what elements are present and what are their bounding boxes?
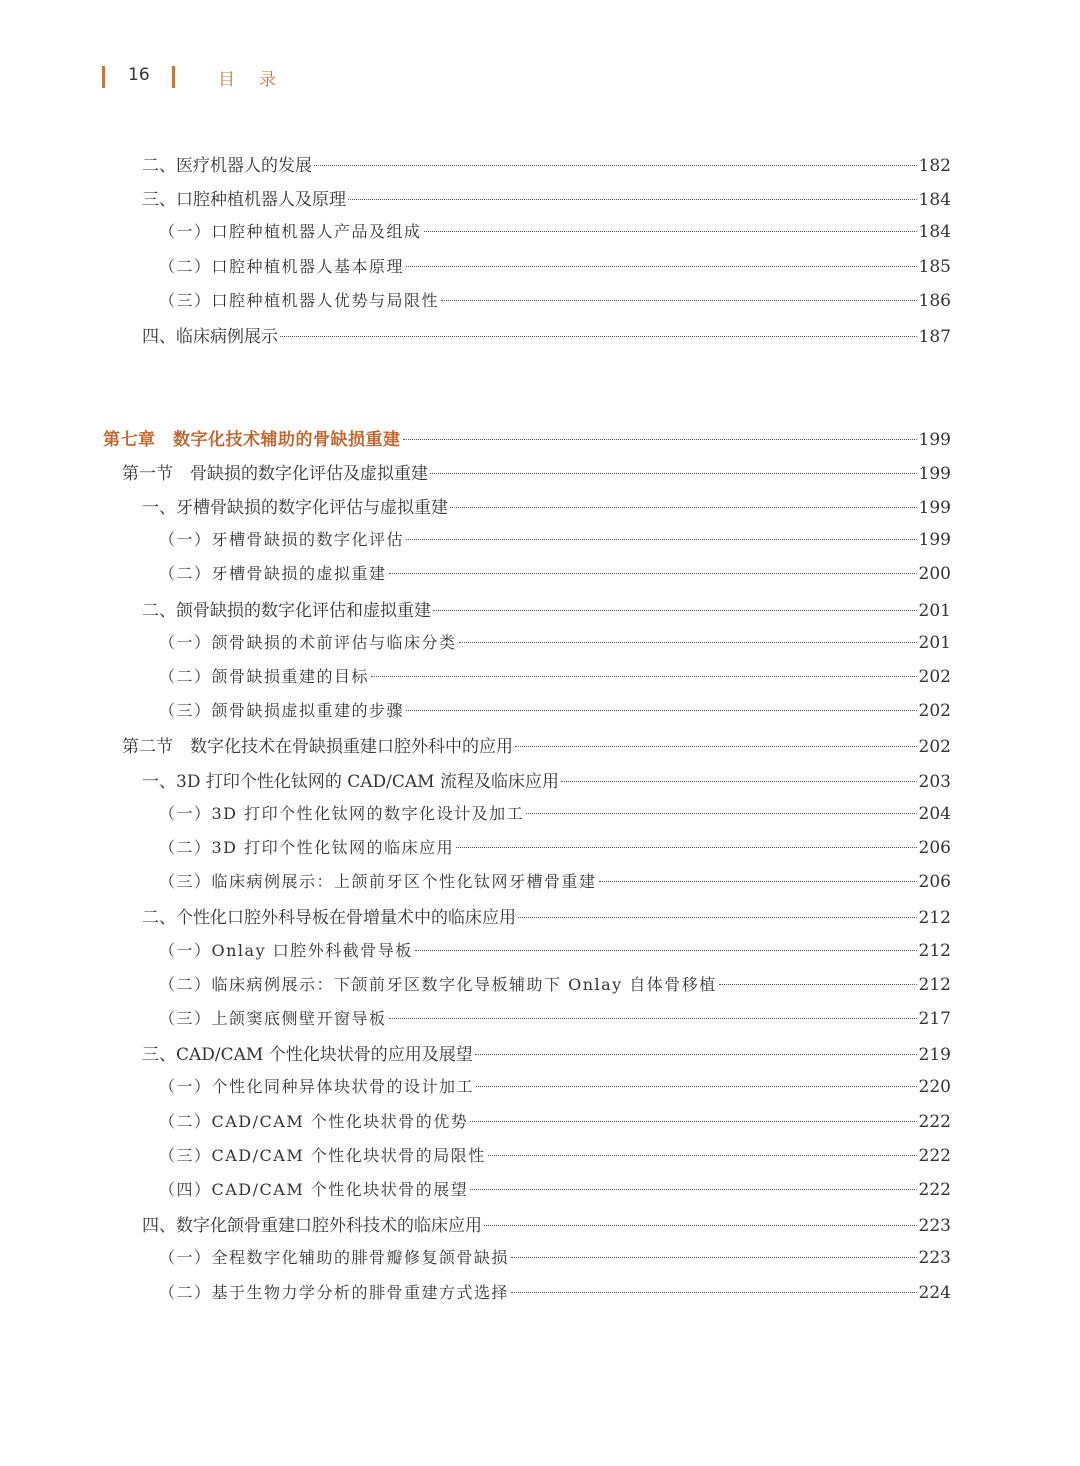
toc-page-number: 222 <box>918 1146 951 1166</box>
toc-item-entry[interactable] <box>159 835 951 861</box>
dot-leader <box>441 300 917 301</box>
dot-leader <box>511 1257 917 1258</box>
header-bar-right <box>172 66 175 88</box>
toc-item-entry[interactable] <box>159 219 951 245</box>
toc-entry-title: 二、医疗机器人的发展 <box>142 156 312 176</box>
toc-page-number: 204 <box>918 804 951 824</box>
toc-entry-title: 三、口腔种植机器人及原理 <box>142 190 346 210</box>
dot-leader <box>476 1086 917 1087</box>
dot-leader <box>484 1225 917 1226</box>
toc-page-number: 202 <box>918 701 951 721</box>
running-header <box>102 62 502 92</box>
toc-entry-title: 一、3D 打印个性化钛网的 CAD/CAM 流程及临床应用 <box>142 772 559 792</box>
toc-entry-title: （一）个性化同种异体块状骨的设计加工 <box>159 1077 475 1096</box>
toc-page-number: 200 <box>918 564 951 584</box>
toc-item-entry[interactable] <box>159 938 951 964</box>
toc-page-number: 212 <box>918 941 951 961</box>
toc-page-number: 223 <box>918 1216 951 1236</box>
toc-item-entry[interactable] <box>159 972 951 998</box>
dot-leader <box>511 1292 917 1293</box>
dot-leader <box>314 165 917 166</box>
toc-item-entry[interactable] <box>159 869 951 895</box>
dot-leader <box>515 746 917 747</box>
toc-entry-title: （三）临床病例展示：上颌前牙区个性化钛网牙槽骨重建 <box>159 872 597 891</box>
header-bar-left <box>102 66 105 88</box>
toc-section-entry[interactable] <box>122 732 951 758</box>
toc-entry-title: 四、临床病例展示 <box>142 327 278 347</box>
toc-page-number: 222 <box>918 1180 951 1200</box>
dot-leader <box>459 642 917 643</box>
toc-entry-title: （三）上颌窦底侧壁开窗导板 <box>159 1009 387 1028</box>
toc-entry-title: （二）临床病例展示：下颌前牙区数字化导板辅助下 Onlay 自体骨移植 <box>159 975 717 994</box>
toc-item-entry[interactable] <box>159 254 951 280</box>
toc-entry-title: （二）颌骨缺损重建的目标 <box>159 667 370 686</box>
toc-section-entry[interactable] <box>122 459 951 485</box>
toc-entry-title: （二）口腔种植机器人基本原理 <box>159 257 405 276</box>
dot-leader <box>389 573 917 574</box>
toc-entry-title: （一）全程数字化辅助的腓骨瓣修复颌骨缺损 <box>159 1248 510 1267</box>
dot-leader <box>406 539 917 540</box>
toc-item-entry[interactable] <box>159 1280 951 1306</box>
toc-page-number: 187 <box>918 327 951 347</box>
toc-entry-title: （二）牙槽骨缺损的虚拟重建 <box>159 564 387 583</box>
running-title: 目录 <box>218 70 300 90</box>
toc-entry-title: （二）基于生物力学分析的腓骨重建方式选择 <box>159 1283 510 1302</box>
toc-entry-title: 第七章 数字化技术辅助的骨缺损重建 <box>103 430 401 450</box>
toc-page-number: 222 <box>918 1112 951 1132</box>
toc-page-number: 199 <box>918 498 951 518</box>
dot-leader <box>389 1018 917 1019</box>
toc-entry-title: （三）CAD/CAM 个性化块状骨的局限性 <box>159 1146 486 1165</box>
dot-leader <box>433 610 917 611</box>
toc-subsection-entry[interactable] <box>142 903 951 929</box>
toc-page-number: 217 <box>918 1009 951 1029</box>
toc-item-entry[interactable] <box>159 1177 951 1203</box>
toc-item-entry[interactable] <box>159 664 951 690</box>
toc-entry-title: 二、颌骨缺损的数字化评估和虚拟重建 <box>142 601 431 621</box>
toc-page-number: 206 <box>918 872 951 892</box>
toc-page-number: 212 <box>918 975 951 995</box>
toc-page-number: 184 <box>918 190 951 210</box>
toc-page-number: 202 <box>918 737 951 757</box>
toc-entry-title: （一）3D 打印个性化钛网的数字化设计及加工 <box>159 804 525 823</box>
toc-page-number: 223 <box>918 1248 951 1268</box>
toc-page-number: 201 <box>918 601 951 621</box>
toc-page-number: 182 <box>918 156 951 176</box>
toc-entry-title: （一）颌骨缺损的术前评估与临床分类 <box>159 633 457 652</box>
toc-item-entry[interactable] <box>159 1074 951 1100</box>
dot-leader <box>406 710 917 711</box>
toc-subsection-entry[interactable] <box>142 185 951 211</box>
toc-entry-title: 第一节 骨缺损的数字化评估及虚拟重建 <box>122 464 428 484</box>
dot-leader <box>456 847 916 848</box>
toc-page-number: 220 <box>918 1077 951 1097</box>
page-number: 16 <box>128 65 150 85</box>
toc-subsection-entry[interactable] <box>142 493 951 519</box>
toc-page-number: 185 <box>918 257 951 277</box>
toc-subsection-entry[interactable] <box>142 1211 951 1237</box>
toc-subsection-entry[interactable] <box>142 767 951 793</box>
toc-entry-title: 一、牙槽骨缺损的数字化评估与虚拟重建 <box>142 498 448 518</box>
toc-item-entry[interactable] <box>159 288 951 314</box>
toc-item-entry[interactable] <box>159 527 951 553</box>
toc-page-number: 206 <box>918 838 951 858</box>
dot-leader <box>424 231 917 232</box>
toc-page-number: 224 <box>918 1283 951 1303</box>
dot-leader <box>450 507 917 508</box>
dot-leader <box>470 1121 916 1122</box>
dot-leader <box>415 950 917 951</box>
dot-leader <box>403 439 917 440</box>
dot-leader <box>526 813 916 814</box>
dot-leader <box>430 473 917 474</box>
dot-leader <box>470 1189 916 1190</box>
toc-page-number: 219 <box>918 1045 951 1065</box>
toc-item-entry[interactable] <box>159 1006 951 1032</box>
toc-entry-title: 三、CAD/CAM 个性化块状骨的应用及展望 <box>142 1045 473 1065</box>
dot-leader <box>406 266 917 267</box>
toc-item-entry[interactable] <box>159 801 951 827</box>
toc-item-entry[interactable] <box>159 1109 951 1135</box>
dot-leader <box>280 336 917 337</box>
toc-entry-title: （二）CAD/CAM 个性化块状骨的优势 <box>159 1112 469 1131</box>
toc-item-entry[interactable] <box>159 1143 951 1169</box>
toc-entry-title: （一）Onlay 口腔外科截骨导板 <box>159 941 413 960</box>
toc-page-number: 186 <box>918 291 951 311</box>
toc-subsection-entry[interactable] <box>142 151 951 177</box>
toc-entry-title: （二）3D 打印个性化钛网的临床应用 <box>159 838 455 857</box>
toc-item-entry[interactable] <box>159 1245 951 1271</box>
toc-item-entry[interactable] <box>159 561 951 587</box>
toc-page-number: 212 <box>918 908 951 928</box>
dot-leader <box>348 199 917 200</box>
toc-chapter-entry[interactable] <box>103 425 951 451</box>
toc-entry-title: （三）口腔种植机器人优势与局限性 <box>159 291 440 310</box>
dot-leader <box>488 1155 917 1156</box>
toc-entry-title: 四、数字化颌骨重建口腔外科技术的临床应用 <box>142 1216 482 1236</box>
toc-page-number: 201 <box>918 633 951 653</box>
toc-entry-title: 二、个性化口腔外科导板在骨增量术中的临床应用 <box>142 908 516 928</box>
toc-page-number: 202 <box>918 667 951 687</box>
dot-leader <box>371 676 917 677</box>
toc-subsection-entry[interactable] <box>142 1040 951 1066</box>
toc-page-number: 199 <box>918 430 951 450</box>
toc-subsection-entry[interactable] <box>142 322 951 348</box>
toc-subsection-entry[interactable] <box>142 596 951 622</box>
toc-page-number: 199 <box>918 530 951 550</box>
toc-item-entry[interactable] <box>159 630 951 656</box>
dot-leader <box>719 984 917 985</box>
toc-page-number: 184 <box>918 222 951 242</box>
toc-page-number: 203 <box>918 772 951 792</box>
toc-page-number: 199 <box>918 464 951 484</box>
dot-leader <box>561 781 917 782</box>
toc-entry-title: （一）口腔种植机器人产品及组成 <box>159 222 422 241</box>
dot-leader <box>475 1054 917 1055</box>
toc-entry-title: （一）牙槽骨缺损的数字化评估 <box>159 530 405 549</box>
dot-leader <box>518 917 917 918</box>
toc-entry-title: 第二节 数字化技术在骨缺损重建口腔外科中的应用 <box>122 737 513 757</box>
toc-entry-title: （四）CAD/CAM 个性化块状骨的展望 <box>159 1180 469 1199</box>
toc-item-entry[interactable] <box>159 698 951 724</box>
dot-leader <box>599 881 917 882</box>
toc-entry-title: （三）颌骨缺损虚拟重建的步骤 <box>159 701 405 720</box>
